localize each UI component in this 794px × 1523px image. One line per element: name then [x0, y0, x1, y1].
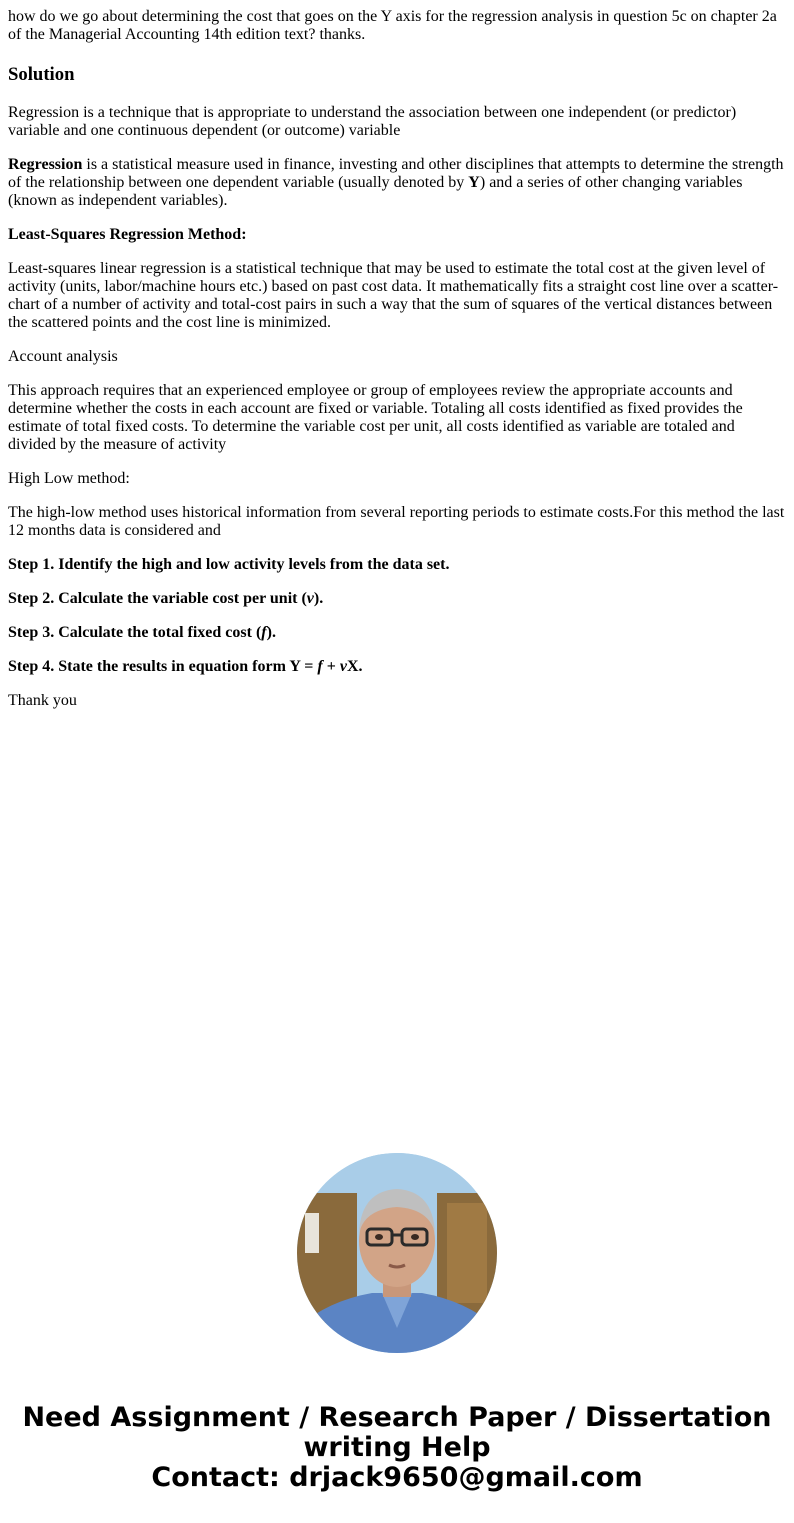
regression-text-2: ) and a series of other changing variables (known as independent variables).: [8, 174, 743, 209]
question-text: how do we go about determining the cost that goes on the Y axis for the regression analysis in question 5c on chapter 2a of the Managerial Accounting 14th edition text? thanks.: [8, 8, 777, 43]
high-low-paragraph: The high-low method uses historical information from several reporting periods to estimate costs.For this method the last 12 months data is considered and: [8, 504, 785, 539]
least-squares-heading: Least-Squares Regression Method:: [8, 226, 247, 243]
thank-you-text: Thank you: [8, 692, 77, 709]
step-1: Step 1. Identify the high and low activity levels from the data set.: [8, 556, 450, 573]
banner-line-2: writing Help: [303, 1432, 491, 1463]
step-4-f: f: [317, 658, 323, 675]
step-4: [8, 658, 786, 676]
step-2-end: ).: [313, 590, 324, 607]
author-photo: [297, 1153, 497, 1353]
step-3-text: Step 3. Calculate the total fixed cost (: [8, 624, 262, 641]
account-analysis-heading: Account analysis: [8, 348, 118, 365]
step-2-text: Step 2. Calculate the variable cost per unit (: [8, 590, 307, 607]
banner-line-1: Need Assignment / Research Paper / Dissertation: [22, 1402, 772, 1433]
step-4-plus: +: [322, 658, 340, 675]
regression-text-1: is a statistical measure used in finance, investing and other disciplines that attempts to determine the strength of the relationship between one dependent variable (usually denoted by: [8, 156, 784, 191]
step-4-text: Step 4. State the results in equation form Y =: [8, 658, 318, 675]
step-4-v: v: [339, 658, 347, 675]
banner-contact-line: Contact: drjack9650@gmail.com: [151, 1462, 643, 1493]
regression-term: Regression: [8, 156, 83, 173]
step-2-v: v: [306, 590, 314, 607]
step-3-f: f: [261, 624, 267, 641]
step-2: [8, 590, 786, 608]
step-3: [8, 624, 786, 642]
step-3-end: ).: [266, 624, 276, 641]
step-4-end: X.: [346, 658, 363, 675]
contact-banner: [0, 1403, 794, 1493]
account-analysis-paragraph: This approach requires that an experienced employee or group of employees review the appropriate accounts and determine whether the costs in each account are fixed or variable. Totaling all costs identified as fixed provides the estimate of total fixed costs. To determine the variable cost per unit, all costs identified as variable are totaled and divided by the measure of activity: [8, 382, 743, 453]
author-portrait-icon: [297, 1153, 497, 1353]
least-squares-paragraph: Least-squares linear regression is a statistical technique that may be used to estimate the total cost at the given level of activity (units, labor/machine hours etc.) based on past cost data. It mathematically fits a straight cost line over a scatter-chart of a number of activity and total-cost pairs in such a way that the sum of squares of the vertical distances between the scattered points and the cost line is minimized.: [8, 260, 779, 331]
solution-heading: Solution: [8, 64, 75, 85]
high-low-heading: High Low method:: [8, 470, 130, 487]
regression-y: Y: [468, 174, 480, 191]
regression-paragraph: [8, 156, 786, 210]
answer-content: [8, 8, 786, 726]
intro-paragraph: Regression is a technique that is appropriate to understand the association between one independent (or predictor) variable and one continuous dependent (or outcome) variable: [8, 104, 737, 139]
